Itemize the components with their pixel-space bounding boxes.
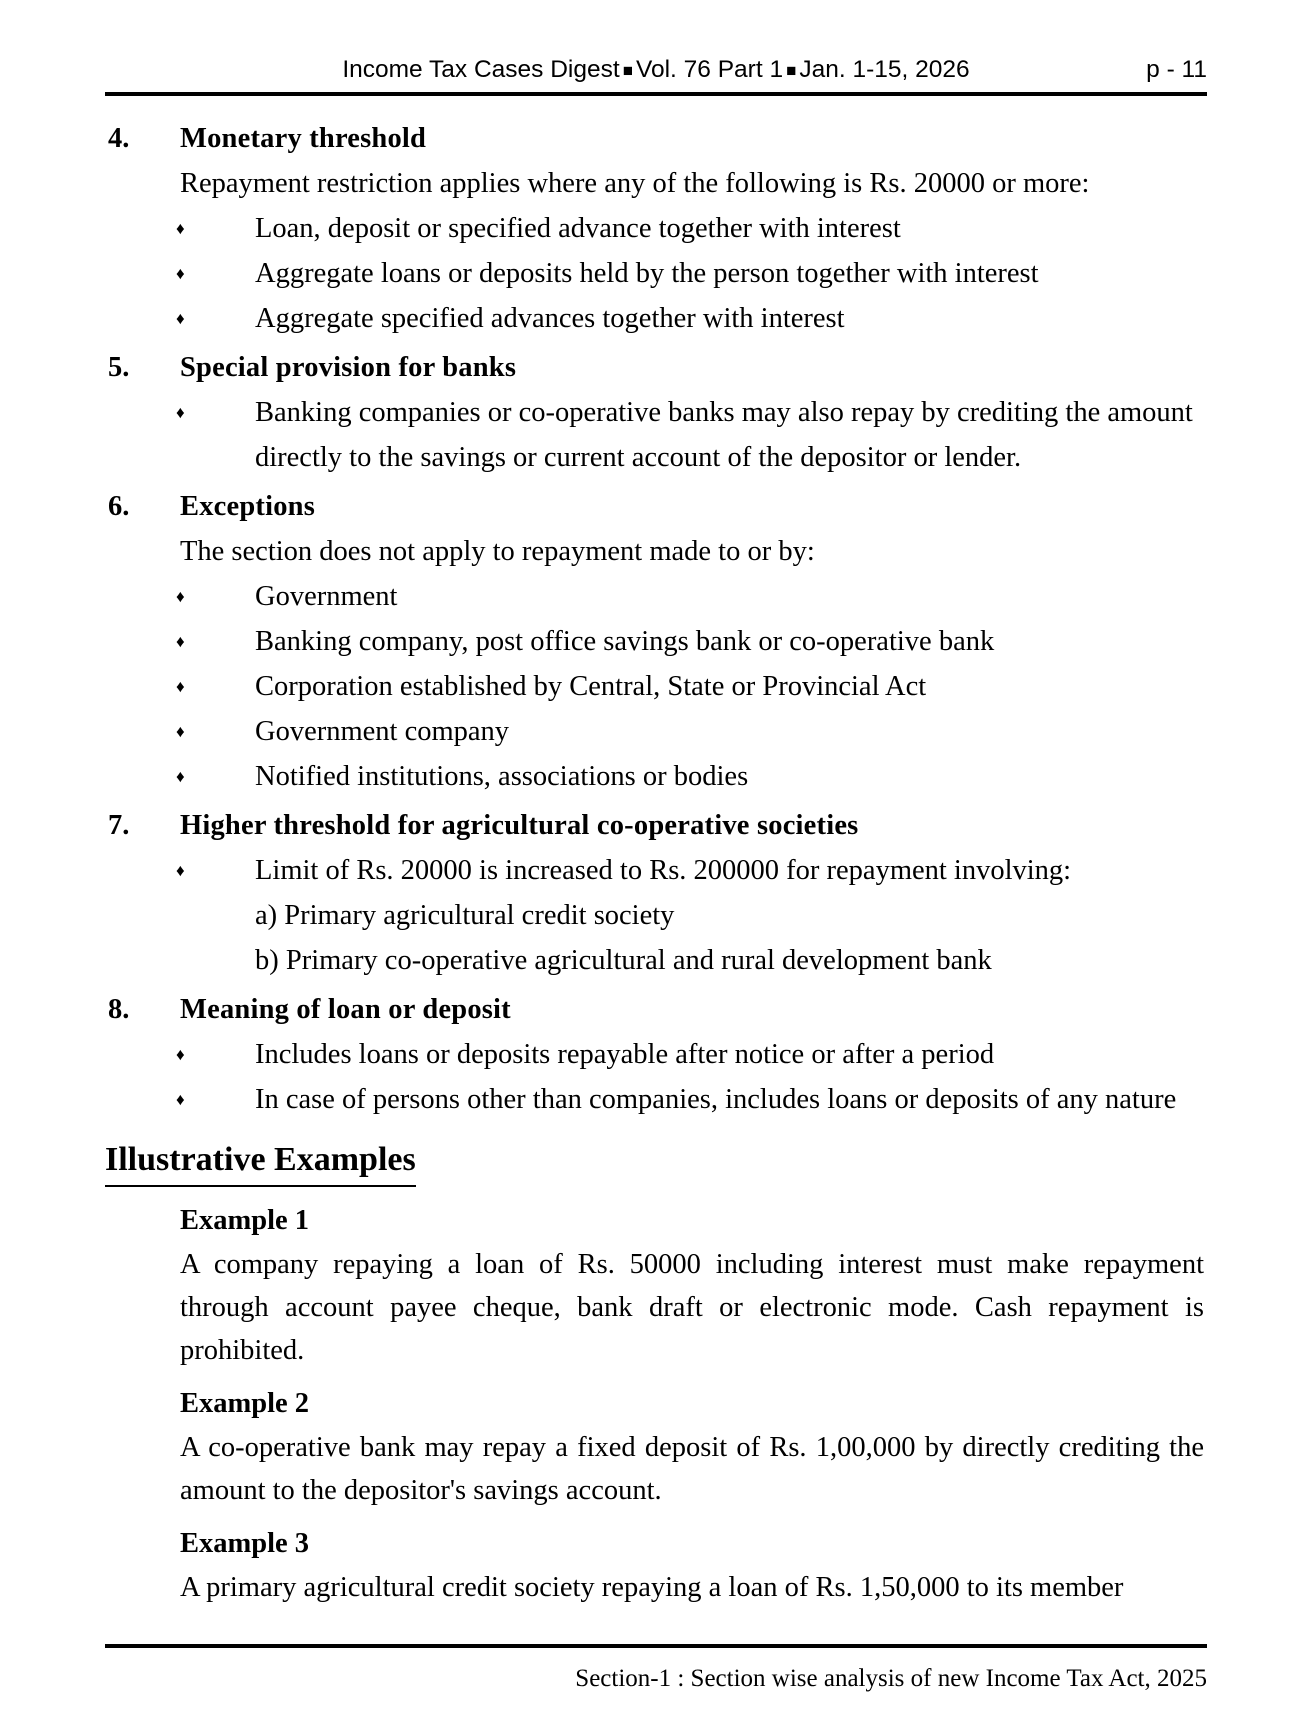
header-volume-part: Vol. 76 Part 1 <box>635 56 784 83</box>
section-4 <box>0 116 1316 341</box>
example-3 <box>0 1522 1316 1609</box>
bullet-icon: ♦ <box>176 587 185 606</box>
bullet-icon: ♦ <box>176 861 185 880</box>
list-item <box>176 848 1206 893</box>
list-item <box>176 1077 1206 1122</box>
section-8-heading <box>0 987 1316 1032</box>
list-item <box>176 664 1206 709</box>
illustrative-examples-heading: Illustrative Examples <box>105 1136 416 1187</box>
bullet-icon: ♦ <box>176 219 185 238</box>
section-4-lead: Repayment restriction applies where any of the following is Rs. 20000 or more: <box>180 168 1090 199</box>
list-item-text: Notified institutions, associations or bodies <box>255 761 749 792</box>
list-item <box>176 251 1206 296</box>
bullet-icon: ♦ <box>176 403 185 422</box>
section-5-number: 5. <box>108 352 130 383</box>
list-item-text: Banking companies or co-operative banks may also repay by crediting the amount directly to the savings or current account of the depositor or lender. <box>255 397 1193 473</box>
section-8-bullet-list <box>0 1032 1316 1122</box>
header-separator-square-1: ■ <box>622 61 633 80</box>
list-item-text: Limit of Rs. 20000 is increased to Rs. 200000 for repayment involving: <box>255 855 1072 886</box>
list-item-text: Loan, deposit or specified advance together with interest <box>255 213 901 244</box>
list-item <box>176 619 1206 664</box>
section-8-title: Meaning of loan or deposit <box>180 994 511 1025</box>
list-item-text: Aggregate loans or deposits held by the person together with interest <box>255 258 1039 289</box>
section-4-title: Monetary threshold <box>180 123 427 154</box>
example-1 <box>0 1199 1316 1372</box>
example-3-body: A primary agricultural credit society repaying a loan of Rs. 1,50,000 to its member <box>180 1572 1124 1603</box>
section-7-title: Higher threshold for agricultural co-operative societies <box>180 810 859 841</box>
section-6-number: 6. <box>108 491 130 522</box>
section-6-title: Exceptions <box>180 491 316 522</box>
list-item <box>176 709 1206 754</box>
section-5 <box>0 345 1316 480</box>
bullet-icon: ♦ <box>176 677 185 696</box>
list-item <box>176 296 1206 341</box>
section-7-number: 7. <box>108 810 130 841</box>
bullet-icon: ♦ <box>176 1045 185 1064</box>
document-body <box>0 112 1316 1609</box>
section-8 <box>0 987 1316 1122</box>
header-rule <box>105 92 1207 96</box>
header-page-number: p - 11 <box>1146 56 1207 83</box>
example-1-body: A company repaying a loan of Rs. 50000 including interest must make repayment through account payee cheque, bank draft or electronic mode. Cash repayment is prohibited. <box>180 1249 1204 1366</box>
section-7 <box>0 803 1316 983</box>
header-date-range: Jan. 1-15, 2026 <box>799 56 970 83</box>
section-4-heading <box>0 116 1316 161</box>
example-1-title: Example 1 <box>180 1205 310 1236</box>
list-item <box>176 390 1206 480</box>
list-item-text: Corporation established by Central, State or Provincial Act <box>255 671 927 702</box>
section-7-subline-b: b) Primary co-operative agricultural and rural development bank <box>255 945 992 976</box>
bullet-icon: ♦ <box>176 767 185 786</box>
list-item-text: Includes loans or deposits repayable after notice or after a period <box>255 1039 995 1070</box>
list-item-text: In case of persons other than companies, includes loans or deposits of any nature <box>255 1084 1177 1115</box>
section-5-heading <box>0 345 1316 390</box>
example-2-body: A co-operative bank may repay a fixed deposit of Rs. 1,00,000 by directly crediting the amount to the depositor's savings account. <box>180 1432 1204 1506</box>
section-8-number: 8. <box>108 994 130 1025</box>
bullet-icon: ♦ <box>176 722 185 741</box>
list-item-text: Government <box>255 581 398 612</box>
header-separator-square-2: ■ <box>786 61 797 80</box>
example-2-title: Example 2 <box>180 1388 310 1419</box>
section-6 <box>0 484 1316 799</box>
section-6-bullet-list <box>0 574 1316 799</box>
list-item <box>176 754 1206 799</box>
header-title-publication: Income Tax Cases Digest <box>342 56 620 83</box>
section-4-number: 4. <box>108 123 130 154</box>
bullet-icon: ♦ <box>176 1090 185 1109</box>
section-5-bullet-list <box>0 390 1316 480</box>
section-7-heading <box>0 803 1316 848</box>
example-2 <box>0 1382 1316 1512</box>
list-item-text: Banking company, post office savings bank or co-operative bank <box>255 626 995 657</box>
list-item-text: Government company <box>255 716 510 747</box>
section-7-bullet-list <box>0 848 1316 893</box>
section-5-title: Special provision for banks <box>180 352 517 383</box>
list-item <box>176 574 1206 619</box>
section-6-lead: The section does not apply to repayment made to or by: <box>180 536 815 567</box>
illustrative-examples-block <box>0 1122 1316 1189</box>
bullet-icon: ♦ <box>176 309 185 328</box>
header-title-line <box>105 56 1207 84</box>
footer-rule <box>105 1644 1207 1648</box>
section-7-subline-a: a) Primary agricultural credit society <box>255 900 675 931</box>
footer-note: Section-1 : Section wise analysis of new Income Tax Act, 2025 <box>575 1665 1207 1692</box>
list-item <box>176 206 1206 251</box>
list-item <box>176 1032 1206 1077</box>
example-3-title: Example 3 <box>180 1528 310 1559</box>
bullet-icon: ♦ <box>176 632 185 651</box>
bullet-icon: ♦ <box>176 264 185 283</box>
section-4-bullet-list <box>0 206 1316 341</box>
list-item-text: Aggregate specified advances together with interest <box>255 303 845 334</box>
section-6-heading <box>0 484 1316 529</box>
